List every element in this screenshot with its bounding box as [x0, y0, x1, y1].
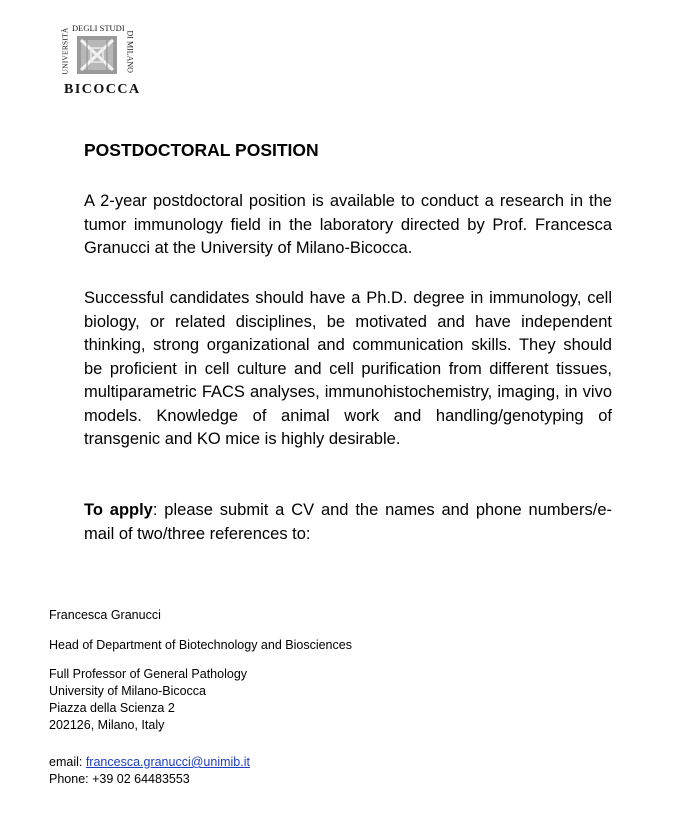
- contact-street: Piazza della Scienza 2: [49, 701, 175, 715]
- page-title: POSTDOCTORAL POSITION: [84, 140, 319, 160]
- logo-right-text: DI MILANO: [125, 30, 135, 73]
- paragraph-requirements: Successful candidates should have a Ph.D. degree in immunology, cell biology, or related disciplines, be motivated and have independent thinking, strong organizational and communication skills. They should be proficient in cell culture and cell purification from different tissues, multiparametric FACS analyses, immunohistochemistry, imaging, in vivo models. Knowledge of animal work and handling/genotyping of transgenic and KO mice is highly desirable.: [84, 289, 612, 448]
- contact-name: Francesca Granucci: [49, 608, 161, 622]
- logo-name: BICOCCA: [64, 82, 141, 97]
- contact-role-professor: Full Professor of General Pathology: [49, 667, 248, 681]
- university-logo: [58, 22, 141, 100]
- email-link[interactable]: francesca.granucci@unimib.it: [85, 755, 250, 769]
- contact-role-head: Head of Department of Biotechnology and Biosciences: [49, 638, 352, 652]
- apply-text: : please submit a CV and the names and phone numbers/e-mail of two/three references to:: [84, 501, 612, 543]
- email-label: email:: [49, 755, 86, 769]
- contact-city: 202126, Milano, Italy: [49, 718, 165, 732]
- logo-left-text: UNIVERSITÀ: [60, 27, 70, 75]
- contact-phone: Phone: +39 02 64483553: [49, 772, 190, 786]
- contact-university: University of Milano-Bicocca: [49, 684, 206, 698]
- logo-emblem-icon: [67, 26, 127, 82]
- logo-top-text: DEGLI STUDI: [72, 23, 125, 33]
- paragraph-apply: [84, 499, 612, 546]
- paragraph-position: A 2-year postdoctoral position is available to conduct a research in the tumor immunology field in the laboratory directed by Prof. Francesca Granucci at the University of Milano-Bicocca.: [84, 192, 612, 257]
- apply-label: To apply: [84, 501, 153, 519]
- contact-email-line: [49, 754, 250, 771]
